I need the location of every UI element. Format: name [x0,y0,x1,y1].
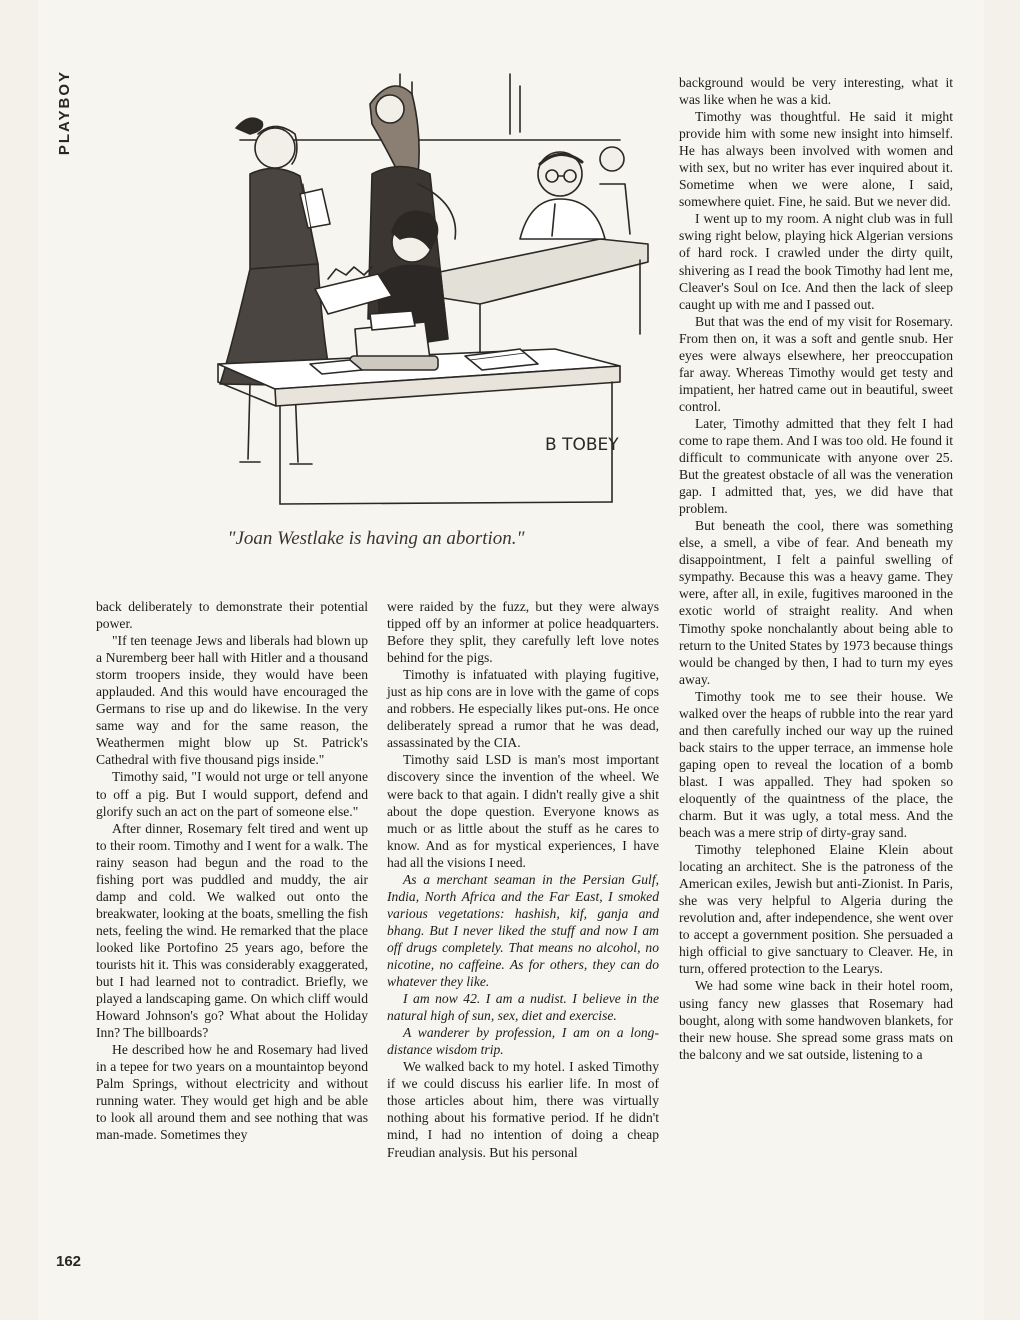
paragraph: "If ten teenage Jews and liberals had blown up a Nuremberg beer hall with Hitler and a thousand storm troopers inside, they would have been applauded. And this would have encouraged the Germans to rise up and do likewise. In the very same way and for the same reason, the Weathermen might blow up St. Patrick's Cathedral with five thousand pigs inside." [96,633,368,768]
paragraph: Timothy said, "I would not urge or tell anyone to off a pig. But I would support, defend and glorify such an act on the part of someone else." [96,769,368,819]
paragraph: After dinner, Rosemary felt tired and went up to their room. Timothy and I went for a walk. The rainy season had begun and the road to the fishing port was puddled and muddy, the air damp and cold. We walked out onto the breakwater, looking at the boats, smelling the fish nets, feeling the wind. He remarked that the place looked like Portofino 25 years ago, before the tourists hit it. This was considerably exaggerated, but I had learned not to contradict. Briefly, we played a landscaping game. On which cliff would Howard Johnson's go? What about the Holiday Inn? The billboards? [96,820,368,1041]
paragraph: But beneath the cool, there was something else, a smell, a vibe of fear. And beneath my disappointment, I felt a painful swelling of sympathy. Because this was a heavy game. They were, after all, in exile, fugitives marooned in the exotic world of straight reality. And when Timothy spoke nonchalantly about being able to return to the United States by 1973 because things would be changed by then, I had to turn my eyes away. [679,518,953,687]
paragraph: Later, Timothy admitted that they felt I had come to rape them. And I was too old. He found it difficult to communicate with anyone over 25. But the greatest obstacle of all was the veneration gap. I admitted that, yes, we did have that problem. [679,415,953,517]
paragraph: Timothy said LSD is man's most important discovery since the invention of the wheel. We were back to that again. I didn't really give a shit about the dope question. Everyone knows as much or as little about the stuff as he cares to know. And as for mystical experiences, I have had all the visions I need. [387,752,659,870]
article-column-1 [96,598,368,1144]
cartoon-illustration [100,64,652,534]
paragraph: Timothy was thoughtful. He said it might provide him with some new insight into himself. He has always been involved with women and with sex, but no writer has ever inquired about it. Sometime when we were alone, I said, somewhere quiet. Fine, he said. But we never did. [679,109,953,210]
paragraph: But that was the end of my visit for Rosemary. From then on, it was a soft and gentle snub. Her eyes were always elsewhere, her preoccupation far away. Whereas Timothy would get testy and impatient, her hatred came out in beautiful, sweet control. [679,313,953,414]
italic-paragraph: A wanderer by profession, I am on a long-distance wisdom trip. [387,1025,659,1058]
paragraph: were raided by the fuzz, but they were always tipped off by an informer at police headquarters. Before they split, they carefully left love notes behind for the pigs. [387,599,659,666]
italic-paragraph: I am now 42. I am a nudist. I believe in the natural high of sun, sex, diet and exercise. [387,991,659,1024]
article-column-3 [679,74,953,1063]
italic-paragraph: As a merchant seaman in the Persian Gulf, India, North Africa and the Far East, I smoked various vegetations: hashish, kif, ganja and bhang. But I never liked the stuff and now I am off drugs completely. That means no alcohol, no nicotine, no caffeine. As for others, they can do whatever they like. [387,871,659,990]
cartoon-drawing [100,64,652,534]
page-number: 162 [56,1253,82,1270]
cartoon-caption: "Joan Westlake is having an abortion." [227,528,525,549]
paragraph: background would be very interesting, what it was like when he was a kid. [679,75,953,108]
article-column-2 [387,598,659,1161]
cartoonist-signature: B TOBEY [545,435,619,455]
paragraph: back deliberately to demonstrate their potential power. [96,599,368,632]
paragraph: He described how he and Rosemary had lived in a tepee for two years on a mountaintop beyond Palm Springs, without electricity and without running water. They would get high and be able to look all around them and see nothing that was man-made. Sometimes they [96,1042,368,1143]
paragraph: Timothy telephoned Elaine Klein about locating an architect. She is the patroness of the American exiles, Jewish but anti-Zionist. In Paris, she was very helpful to Algeria during the revolution and, after independence, she went over to accept a government position. She persuaded a high official to give sanctuary to Cleaver. He, in turn, offered protection to the Learys. [679,842,953,977]
paragraph: We walked back to my hotel. I asked Timothy if we could discuss his earlier life. In most of those articles about him, there was virtually nothing about his formative period. If he didn't mind, I had no intention of doing a cheap Freudian analysis. But his personal [387,1059,659,1160]
paragraph: We had some wine back in their hotel room, using fancy new glasses that Rosemary had bought, along with some handwoven blankets, for their new house. She spread some grass mats on the balcony and we sat outside, listening to a [679,978,953,1062]
paragraph: Timothy is infatuated with playing fugitive, just as hip cons are in love with the game of cops and robbers. He especially likes put-ons. He once deliberately spread a rumor that he was dead, assassinated by the CIA. [387,667,659,751]
magazine-masthead: PLAYBOY [56,70,73,156]
paragraph: I went up to my room. A night club was in full swing right below, playing hick Algerian versions of hard rock. I crawled under the dirty quilt, shivering as I read the book Timothy had lent me, Cleaver's Soul on Ice. And then the lack of sleep caught up with me and I passed out. [679,211,953,312]
paragraph: Timothy took me to see their house. We walked over the heaps of rubble into the rear yard and then carefully inched our way up the ruined back stairs to the upper terrace, an immense hole gaping open to reveal the location of a bomb blast. I was appalled. They had spoken so eloquently of the quaintness of the place, the charm. But it was ugly, a total mess. And the beach was a mere strip of dirty-gray sand. [679,688,953,841]
